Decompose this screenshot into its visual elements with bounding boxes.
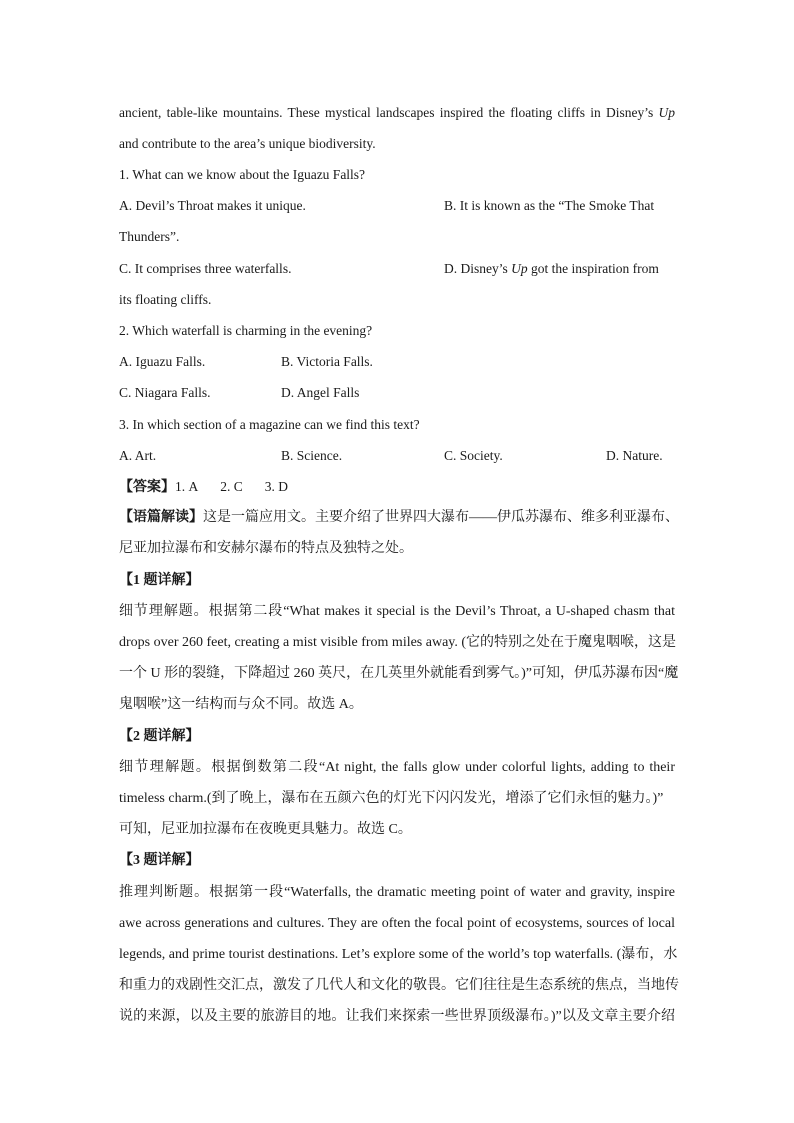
passage-line: ancient, table-like mountains. These mystical landscapes inspired the floating cliffs in Disney’s Up xyxy=(119,105,675,120)
answer-3: 3. D xyxy=(264,479,289,494)
detail-heading: 【3 题详解】 xyxy=(119,853,200,868)
option-d: D. Disney’s Up got the inspiration from xyxy=(444,261,659,276)
reading-summary-cont: 尼亚加拉瀑布和安赫尔瀑布的特点及独特之处。 xyxy=(119,541,413,556)
detail-line: timeless charm.(到了晚上，瀑布在五颜六色的灯光下闪闪发光，增添了它们永恒的魅力。)” xyxy=(119,791,664,806)
option-c: C. It comprises three waterfalls. xyxy=(119,261,292,276)
option-a: A. Iguazu Falls. xyxy=(119,354,206,369)
detail-line: 细节理解题。根据倒数第二段“At night, the falls glow under colorful lights, adding to their xyxy=(119,760,675,775)
detail-heading: 【1 题详解】 xyxy=(119,573,200,588)
detail-line: legends, and prime tourist destinations. Let’s explore some of the world’s top waterfalls. (瀑布，水 xyxy=(119,947,678,962)
detail-line: 可知，尼亚加拉瀑布在夜晚更具魅力。故选 C。 xyxy=(119,822,412,837)
answer-2: 2. C xyxy=(220,479,243,494)
question-stem: 1. What can we know about the Iguazu Falls? xyxy=(119,167,366,182)
option-b: B. Victoria Falls. xyxy=(281,354,373,369)
option-a: A. Devil’s Throat makes it unique. xyxy=(119,198,306,213)
detail-heading: 【2 题详解】 xyxy=(119,729,200,744)
passage-line: and contribute to the area’s unique biodiversity. xyxy=(119,136,376,151)
detail-line: awe across generations and cultures. They are often the focal point of ecosystems, sources of local xyxy=(119,916,675,931)
option-c: C. Society. xyxy=(444,448,503,463)
option-d: D. Angel Falls xyxy=(281,385,360,400)
option-c: C. Niagara Falls. xyxy=(119,385,211,400)
detail-line: 细节理解题。根据第二段“What makes it special is the Devil’s Throat, a U-shaped chasm that xyxy=(119,604,675,619)
option-b: B. Science. xyxy=(281,448,343,463)
detail-line: drops over 260 feet, creating a mist visible from miles away. (它的特别之处在于魔鬼咽喉，这是 xyxy=(119,635,677,650)
answer-1: 1. A xyxy=(175,479,199,494)
option-b: B. It is known as the “The Smoke That xyxy=(444,198,655,213)
option-b-continued: Thunders”. xyxy=(119,229,180,244)
option-d: D. Nature. xyxy=(606,448,663,463)
answer-line xyxy=(119,477,675,498)
reading-label: 【语篇解读】 xyxy=(119,510,203,525)
detail-line: 鬼咽喉”这一结构而与众不同。故选 A。 xyxy=(119,697,363,712)
detail-line: 和重力的戏剧性交汇点，激发了几代人和文化的敬畏。它们往往是生态系统的焦点，当地传 xyxy=(119,978,679,993)
detail-line: 说的来源，以及主要的旅游目的地。让我们来探索一些世界顶级瀑布。)”以及文章主要介绍 xyxy=(119,1009,675,1024)
option-d-continued: its floating cliffs. xyxy=(119,292,212,307)
reading-summary: 【语篇解读】这是一篇应用文。主要介绍了世界四大瀑布——伊瓜苏瀑布、维多利亚瀑布、 xyxy=(119,510,679,525)
detail-line: 推理判断题。根据第一段“Waterfalls, the dramatic meeting point of water and gravity, inspire xyxy=(119,885,675,900)
question-stem: 3. In which section of a magazine can we find this text? xyxy=(119,417,420,432)
answer-label: 【答案】 xyxy=(119,480,175,495)
option-a: A. Art. xyxy=(119,448,157,463)
question-stem: 2. Which waterfall is charming in the evening? xyxy=(119,323,373,338)
detail-line: 一个 U 形的裂缝，下降超过 260 英尺，在几英里外就能看到雾气。)”可知，伊瓜苏瀑布因“魔 xyxy=(119,666,679,681)
